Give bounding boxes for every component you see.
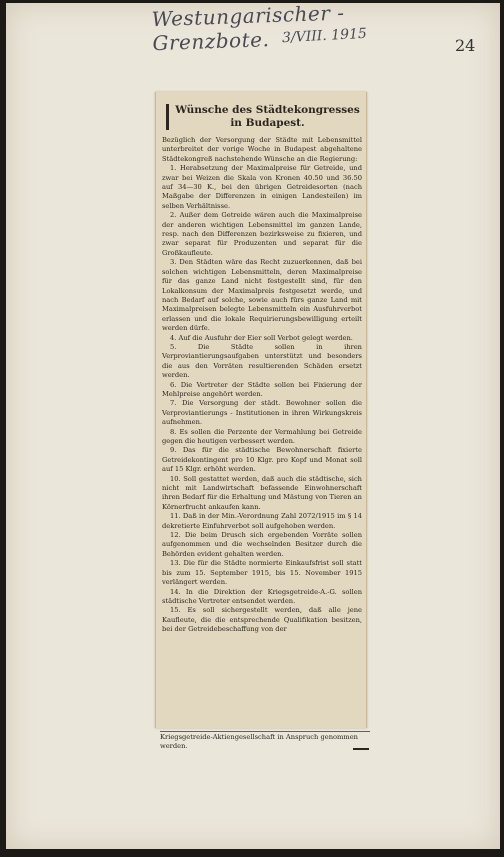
article-paragraph: 7. Die Versorgung der städt. Bewohner sollen die Verproviantierungs - Institutionen in ihren Wirkungskreis aufnehmen. xyxy=(162,399,362,427)
page-number: 24 xyxy=(455,36,476,55)
article-paragraph: 2. Außer dem Getreide wären auch die Maximalpreise der anderen wichtigen Lebensmittel im ganzen Lande, resp. nach den Differenzen bezirksweise zu fixieren, und zwar separat für Produzenten und separat für die Großkaufleute. xyxy=(162,211,362,257)
article-paragraph: 3. Den Städten wäre das Recht zuzuerkennen, daß bei solchen wichtigen Lebensmitteln, deren Maximalpreise für das ganze Land nicht festgestellt sind, für den Lokalkonsum der Maximalpreis festgesetzt werde, und nach Bedarf auf solche, sowie auch fürs ganze Land mit Maximalpreisen belegte Lebensmitteln ein Ausfuhrverbot erlassen und die lokale Requirierungsbewilligung erteilt werden dürfe. xyxy=(162,258,362,333)
article-headline: Wünsche des Städtekongresses in Budapest. xyxy=(166,104,362,130)
article-paragraph: 14. In die Direktion der Kriegsgetreide-A.-G. sollen städtische Vertreter entsendet werden. xyxy=(162,587,362,605)
article-paragraph: 10. Soll gestattet werden, daß auch die städtische, sich nicht mit Landwirtschaft befassende Einwohnerschaft ihren Bedarf für die Erhaltung und Mästung von Tieren an Körnerfrucht ankaufen kann. xyxy=(162,474,362,511)
article-paragraph: 9. Das für die städtische Bewohnerschaft fixierte Getreidekontingent pro 10 Klgr. pro Kopf und Monat soll auf 15 Klgr. erhöht werden. xyxy=(162,446,362,474)
article-paragraph: 4. Auf die Ausfuhr der Eier soll Verbot gelegt werden. xyxy=(170,333,353,342)
article-paragraph: 5. Die Städte sollen in ihren Verproviantierungsaufgaben unterstützt und besonders die aus den Vorräten resultierenden Schäden ersetzt werden. xyxy=(162,342,362,380)
article-paragraph: 12. Die beim Drusch sich ergebenden Vorräte sollen aufgenommen und die wechselnden Besitzer durch die Behörden evident gehalten werden. xyxy=(162,531,362,558)
end-mark xyxy=(353,748,369,750)
article-paragraph: 13. Die für die Städte normierte Einkaufsfrist soll statt bis zum 15. September 1915, bis 15. November 1915 verlängert werden. xyxy=(162,559,362,587)
clipping-divider xyxy=(160,731,370,732)
article-body xyxy=(162,136,362,635)
article-paragraph: Bezüglich der Versorgung der Städte mit Lebensmittel unterbreitet der vorige Woche in Budapest abgehaltene Städtekongreß nachstehende Wünsche an die Regierung: xyxy=(162,136,362,163)
handwritten-date: 3/VIII. 1915 xyxy=(281,25,368,47)
newspaper-clipping xyxy=(155,92,367,728)
article-tail: Kriegsgetreide-Aktiengesellschaft in Anspruch genommen werden. xyxy=(160,733,358,751)
article-paragraph: 8. Es sollen die Perzente der Vermahlung bei Getreide gegen die heutigen verbessert werden. xyxy=(162,427,362,445)
handwritten-newspaper-title: Westungarischer - Grenzbote. xyxy=(151,0,345,56)
article-paragraph: 15. Es soll sichergestellt werden, daß alle jene Kaufleute, die die entsprechende Qualifikation besitzen, bei der Getreidebeschaffung von der xyxy=(162,606,362,634)
article-paragraph: 11. Daß in der Min.-Verordnung Zahl 2072/1915 im § 14 dekretierte Einfuhrverbot soll aufgehoben werden. xyxy=(162,512,362,530)
article-paragraph: 6. Die Vertreter der Städte sollen bei Fixierung der Mehlpreise angehört werden. xyxy=(162,380,362,398)
article-paragraph: 1. Herabsetzung der Maximalpreise für Getreide, und zwar bei Weizen die Skala von Kronen 40.50 und 36.50 auf 34—30 K., bei den übrigen Getreidesorten (nach Maßgabe der Differenzen in einigen Landesteilen) im selben Verhältnisse. xyxy=(162,164,362,210)
